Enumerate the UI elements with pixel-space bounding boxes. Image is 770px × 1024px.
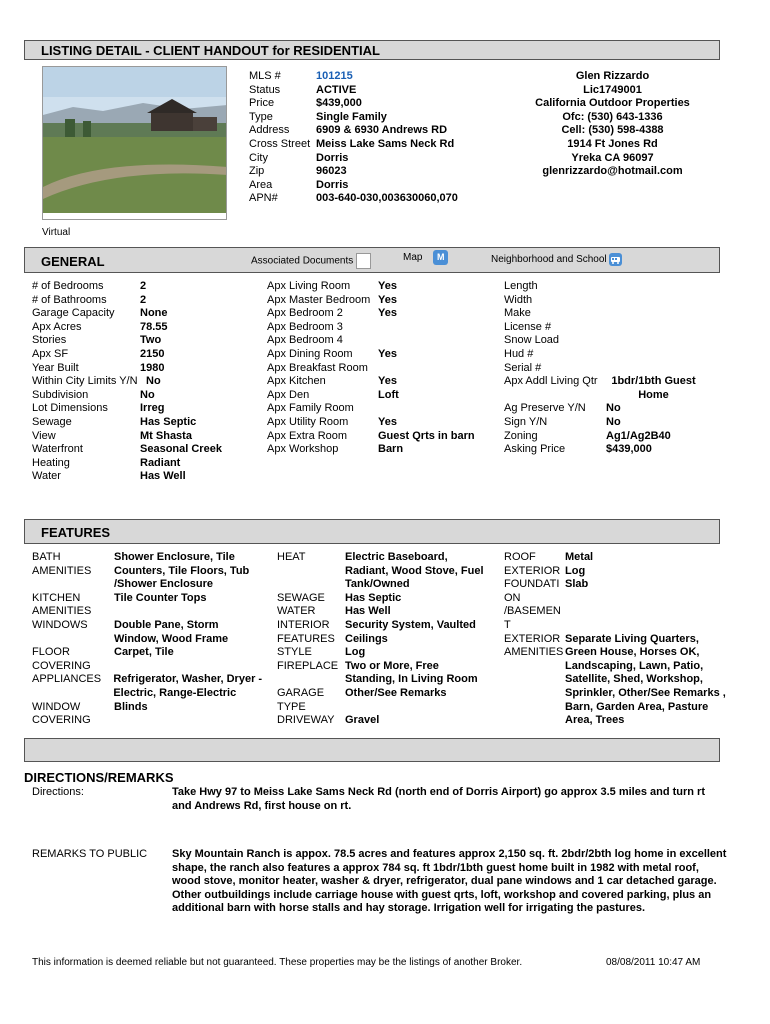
listing-label: City xyxy=(249,151,268,164)
listing-row-zip xyxy=(249,165,458,179)
general-row: Year Built 1980 xyxy=(32,361,165,374)
features-column-2 xyxy=(277,551,497,728)
general-row: Lot Dimensions Irreg xyxy=(32,402,165,415)
general-row: Snow Load xyxy=(504,334,560,347)
listing-label: Price xyxy=(249,97,275,110)
general-row: # of Bathrooms 2 xyxy=(32,293,147,306)
general-row: Zoning Ag1/Ag2B40 xyxy=(504,429,671,442)
general-row: Apx Kitchen Yes xyxy=(267,375,397,388)
listing-row-area xyxy=(249,179,458,193)
listing-value: Single Family xyxy=(316,110,387,123)
general-row: Apx SF 2150 xyxy=(32,347,165,360)
directions-label: Directions: xyxy=(32,786,84,798)
property-photo-image xyxy=(43,67,227,220)
general-title: GENERAL xyxy=(41,254,105,269)
map-link[interactable] xyxy=(403,250,448,265)
listing-label: Status xyxy=(249,83,281,96)
general-row: Apx Workshop Barn xyxy=(267,443,404,456)
listing-value: 6909 & 6930 Andrews RD xyxy=(316,124,448,137)
general-row: Apx Dining Room Yes xyxy=(267,347,397,360)
general-row: Garage Capacity None xyxy=(32,307,168,320)
listing-label: Zip xyxy=(249,165,265,178)
feature-row: WATER Has Well xyxy=(277,605,391,618)
agent-email[interactable]: glenrizzardo@hotmail.com xyxy=(542,165,683,178)
general-row: Serial # xyxy=(504,361,542,374)
general-row: Length xyxy=(504,280,538,292)
directions-text: Take Hwy 97 to Meiss Lake Sams Neck Rd (north end of Dorris Airport) go approx 3.5 miles and turn rt and Andrews Rd, first house on rt. xyxy=(172,786,706,812)
map-icon: M xyxy=(433,250,448,265)
school-bus-icon xyxy=(609,253,622,266)
feature-row: EXTERIOR Log xyxy=(504,564,586,577)
listing-label: APN# xyxy=(249,192,278,205)
agent-name: Glen Rizzardo xyxy=(575,70,650,82)
listing-value: 96023 xyxy=(316,165,347,178)
general-row: Stories Two xyxy=(32,334,162,347)
feature-row: HEAT Electric Baseboard, Radiant, Wood Stove, Fuel Tank/Owned xyxy=(277,551,484,591)
listing-value: Meiss Lake Sams Neck Rd xyxy=(316,137,455,150)
feature-row: STYLE Log xyxy=(277,646,366,659)
general-row: Subdivision No xyxy=(32,388,155,401)
general-row: Heating Radiant xyxy=(32,456,181,469)
feature-row: WINDOWS Double Pane, Storm Window, Wood Frame xyxy=(32,618,229,645)
associated-documents-label: Associated Documents xyxy=(251,255,354,267)
associated-documents-link[interactable] xyxy=(251,253,371,269)
general-row: Sewage Has Septic xyxy=(32,415,197,428)
general-row: Apx Utility Room Yes xyxy=(267,415,397,428)
general-row: Apx Acres 78.55 xyxy=(32,320,168,333)
general-row: # of Bedrooms 2 xyxy=(32,280,147,292)
feature-row: GARAGE TYPE Other/See Remarks xyxy=(277,686,447,713)
feature-row: KITCHEN AMENITIES Tile Counter Tops xyxy=(32,591,207,618)
general-row: Apx Bedroom 4 xyxy=(267,334,343,347)
listing-row-status xyxy=(249,84,458,98)
remarks-text: Sky Mountain Ranch is appox. 78.5 acres and features approx 2,150 sq. ft. 2bdr/2bth log home in excellent shape, the ranch also features a approx 784 sq. ft 1bdr/1bth guest home built in 1982 with metal roof, wood stove, monitor heater, washer & dryer, refrigerator, dual pane windows and 1 car detached garage. Other outbuildings include carriage house with guest qrts, loft, workshop and covered parking, plus an additional barn with horse stalls and hay storage. Irrigation well for irrigating the pastures. xyxy=(172,848,727,915)
listing-row-mls xyxy=(249,70,458,84)
feature-row: BATH AMENITIES Shower Enclosure, Tile Counters, Tile Floors, Tub /Shower Enclosure xyxy=(32,551,250,591)
features-column-3 xyxy=(504,551,729,728)
general-row: Apx Bedroom 2 Yes xyxy=(267,307,397,320)
listing-value: $439,000 xyxy=(316,97,362,110)
listing-value: 003-640-030,003630060,070 xyxy=(316,192,458,205)
feature-row: FEATURES Ceilings xyxy=(277,632,388,645)
agent-cell-phone: Cell: (530) 598-4388 xyxy=(561,124,664,137)
listing-row-type xyxy=(249,111,458,125)
listing-row-price xyxy=(249,97,458,111)
neighborhood-label: Neighborhood and School xyxy=(491,254,607,266)
general-row: Make xyxy=(504,307,531,320)
map-label: Map xyxy=(403,252,423,264)
general-row: License # xyxy=(504,320,552,333)
general-row: Width xyxy=(504,293,533,306)
listing-value: ACTIVE xyxy=(316,83,357,96)
feature-row: WINDOW COVERING Blinds xyxy=(32,700,148,727)
virtual-tour-link[interactable]: Virtual xyxy=(42,227,71,238)
general-row: Within City Limits Y/N No xyxy=(32,375,161,388)
general-row: Apx Breakfast Room xyxy=(267,361,368,374)
feature-row: EXTERIOR AMENITIES Separate Living Quarters, Green House, Horses OK, Landscaping, Lawn, Patio, Satellite, Shed, Workshop, Sprinkler, Other/See Remarks , Barn, Garden Area, Pasture Area, Trees xyxy=(504,632,726,727)
feature-row: SEWAGE Has Septic xyxy=(277,591,402,604)
general-column-1 xyxy=(32,280,242,484)
mls-number[interactable]: 101215 xyxy=(316,70,353,82)
agent-street: 1914 Ft Jones Rd xyxy=(567,137,658,150)
header-bar xyxy=(24,40,720,60)
general-row: Apx Living Room Yes xyxy=(267,280,397,292)
feature-row: APPLIANCES Refrigerator, Washer, Dryer -Electric, Range-Electric xyxy=(32,673,263,699)
section-divider-bar xyxy=(24,738,720,762)
listing-label: Cross Street xyxy=(249,137,311,150)
listing-value: Dorris xyxy=(316,151,349,164)
listing-row-apn xyxy=(249,192,458,206)
listing-label: Address xyxy=(249,124,290,137)
general-row: Apx Extra Room Guest Qrts in barn xyxy=(267,429,475,442)
listing-row-city xyxy=(249,152,458,166)
page-title: LISTING DETAIL - CLIENT HANDOUT for RESIDENTIAL xyxy=(41,43,380,58)
general-row: Apx Master Bedroom Yes xyxy=(267,293,397,306)
general-row: View Mt Shasta xyxy=(32,429,192,442)
feature-row: FOUNDATI ON /BASEMEN T Slab xyxy=(504,578,589,631)
feature-row: DRIVEWAY Gravel xyxy=(277,714,380,727)
agent-company: California Outdoor Properties xyxy=(535,97,690,110)
listing-row-cross-street xyxy=(249,138,458,152)
general-row: Apx Addl Living Qtr 1bdr/1bth Guest Home xyxy=(504,375,696,401)
general-row: Sign Y/N No xyxy=(504,415,621,428)
general-row: Apx Family Room xyxy=(267,402,354,415)
features-bar xyxy=(24,519,720,544)
features-column-1 xyxy=(32,551,267,728)
footer-disclaimer: This information is deemed reliable but not guaranteed. These properties may be the listings of another Broker. xyxy=(32,957,523,968)
general-row: Waterfront Seasonal Creek xyxy=(32,443,222,456)
listing-value: Dorris xyxy=(316,178,349,191)
feature-row: ROOF Metal xyxy=(504,551,594,563)
footer-timestamp: 08/08/2011 10:47 AM xyxy=(606,957,701,968)
agent-info xyxy=(510,70,715,179)
document-icon xyxy=(356,253,371,269)
listing-label: MLS # xyxy=(249,70,281,82)
general-column-3 xyxy=(504,280,719,457)
agent-city: Yreka CA 96097 xyxy=(571,151,654,164)
listing-summary xyxy=(249,70,458,206)
features-title: FEATURES xyxy=(41,525,111,540)
feature-row: FLOOR COVERING Carpet, Tile xyxy=(32,646,174,672)
general-row: Asking Price $439,000 xyxy=(504,443,652,456)
general-row: Water Has Well xyxy=(32,470,186,483)
listing-label: Type xyxy=(249,110,273,123)
directions-title: DIRECTIONS/REMARKS xyxy=(24,770,174,785)
property-photo xyxy=(42,66,227,220)
general-row: Ag Preserve Y/N No xyxy=(504,402,621,415)
general-row: Hud # xyxy=(504,347,534,360)
feature-row: FIREPLACE Two or More, Free Standing, In Living Room xyxy=(277,659,478,686)
remarks-label: REMARKS TO PUBLIC xyxy=(32,848,148,860)
feature-row: INTERIOR Security System, Vaulted xyxy=(277,618,476,631)
general-row: Apx Den Loft xyxy=(267,388,399,401)
agent-office-phone: Ofc: (530) 643-1336 xyxy=(562,110,663,123)
listing-row-address xyxy=(249,124,458,138)
neighborhood-school-link[interactable] xyxy=(491,253,622,266)
general-row: Apx Bedroom 3 xyxy=(267,320,343,333)
general-column-2 xyxy=(267,280,497,457)
general-bar xyxy=(24,247,720,273)
agent-license: Lic1749001 xyxy=(583,83,642,96)
listing-label: Area xyxy=(249,178,273,191)
